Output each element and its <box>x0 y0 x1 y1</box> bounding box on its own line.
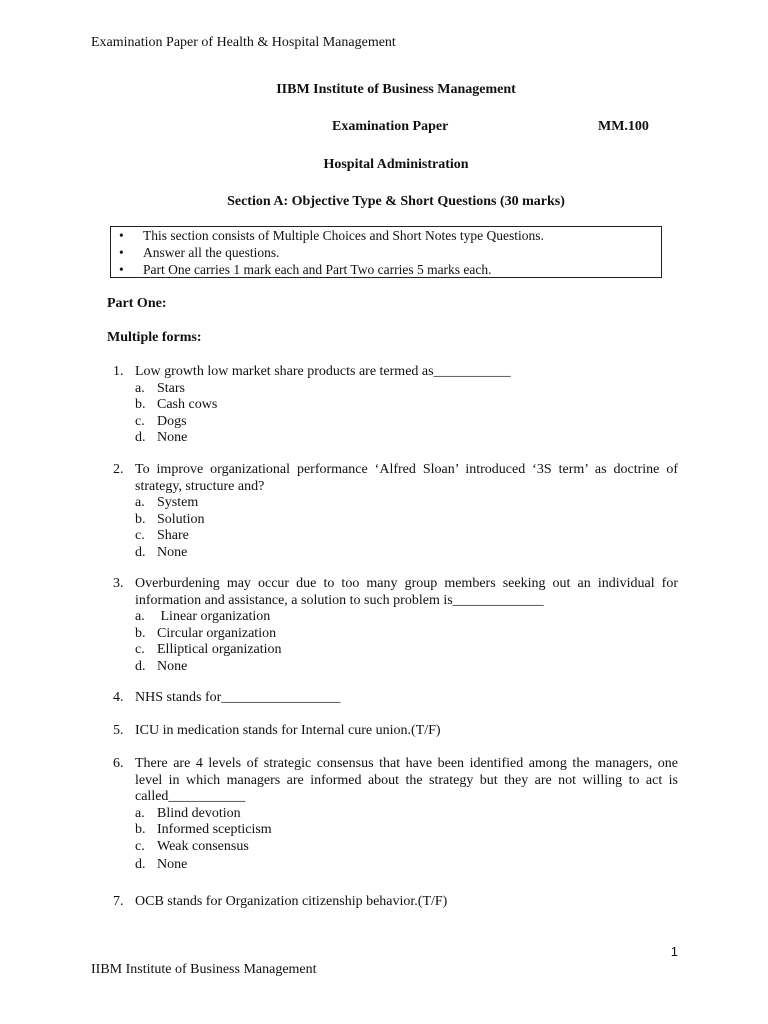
instructions-box <box>110 226 662 278</box>
part-heading: Part One: <box>107 296 167 311</box>
instruction-item: • Answer all the questions. <box>119 245 280 260</box>
option-item: c. Dogs <box>135 413 187 429</box>
question-number: 3. <box>113 576 124 591</box>
option-item: b. Informed scepticism <box>135 822 272 837</box>
question-4 <box>113 690 678 707</box>
option-item: b. Solution <box>135 511 205 527</box>
option-item: c. Share <box>135 528 189 543</box>
question-3 <box>113 576 678 675</box>
option-item: a. Stars <box>135 380 185 396</box>
question-text: ICU in medication stands for Internal cure union.(T/F) <box>135 723 441 738</box>
options-list <box>135 609 678 675</box>
question-number: 1. <box>113 364 124 379</box>
option-item: d. None <box>135 658 188 674</box>
question-6 <box>113 756 678 874</box>
question-text: Low growth low market share products are termed as___________ <box>135 364 511 379</box>
bullet-icon: • <box>119 245 124 260</box>
option-item: a. System <box>135 495 199 510</box>
question-7 <box>113 894 678 911</box>
option-item: a. Linear organization <box>135 609 271 624</box>
option-item: c. Weak consensus <box>135 838 249 854</box>
option-item: d. None <box>135 544 188 560</box>
part-subheading: Multiple forms: <box>107 330 202 345</box>
subject-title: Hospital Administration <box>323 157 469 172</box>
question-5 <box>113 723 678 740</box>
option-item: a. Blind devotion <box>135 805 241 821</box>
question-text: There are 4 levels of strategic consensus that have been identified among the managers, one level in which managers are informed about the strategy but they are not willing to act is called___________ <box>135 756 678 804</box>
instruction-item: • This section consists of Multiple Choices and Short Notes type Questions. <box>119 228 544 243</box>
question-text: Overburdening may occur due to too many group members seeking out an individual for information and assistance, a solution to such problem is_____________ <box>135 576 678 608</box>
page-number: 1 <box>670 944 678 959</box>
question-text: To improve organizational performance ‘Alfred Sloan’ introduced ‘3S term’ as doctrine of strategy, structure and? <box>135 462 678 494</box>
section-title: Section A: Objective Type & Short Questions (30 marks) <box>227 194 565 209</box>
institute-title: IIBM Institute of Business Management <box>276 82 516 97</box>
question-text: OCB stands for Organization citizenship behavior.(T/F) <box>135 894 448 909</box>
option-item: b. Circular organization <box>135 625 277 641</box>
paper-label: Examination Paper <box>332 119 449 134</box>
options-list <box>135 495 678 561</box>
options-list <box>135 381 678 447</box>
question-1 <box>113 364 678 447</box>
question-number: 6. <box>113 756 124 771</box>
question-number: 5. <box>113 723 124 738</box>
option-item: d. None <box>135 857 188 872</box>
instructions-list <box>111 227 661 278</box>
option-item: d. None <box>135 430 188 445</box>
footer-institute: IIBM Institute of Business Management <box>91 962 317 977</box>
question-text: NHS stands for_________________ <box>135 690 341 705</box>
question-number: 7. <box>113 894 124 909</box>
running-header: Examination Paper of Health & Hospital Management <box>91 35 396 50</box>
options-list <box>135 806 678 874</box>
bullet-icon: • <box>119 228 124 243</box>
max-marks: MM.100 <box>598 119 649 134</box>
question-number: 4. <box>113 690 124 705</box>
question-number: 2. <box>113 462 124 477</box>
instruction-item: • Part One carries 1 mark each and Part Two carries 5 marks each. <box>119 262 492 277</box>
option-item: b. Cash cows <box>135 397 218 412</box>
option-item: c. Elliptical organization <box>135 642 282 657</box>
bullet-icon: • <box>119 262 124 277</box>
question-2 <box>113 462 678 561</box>
